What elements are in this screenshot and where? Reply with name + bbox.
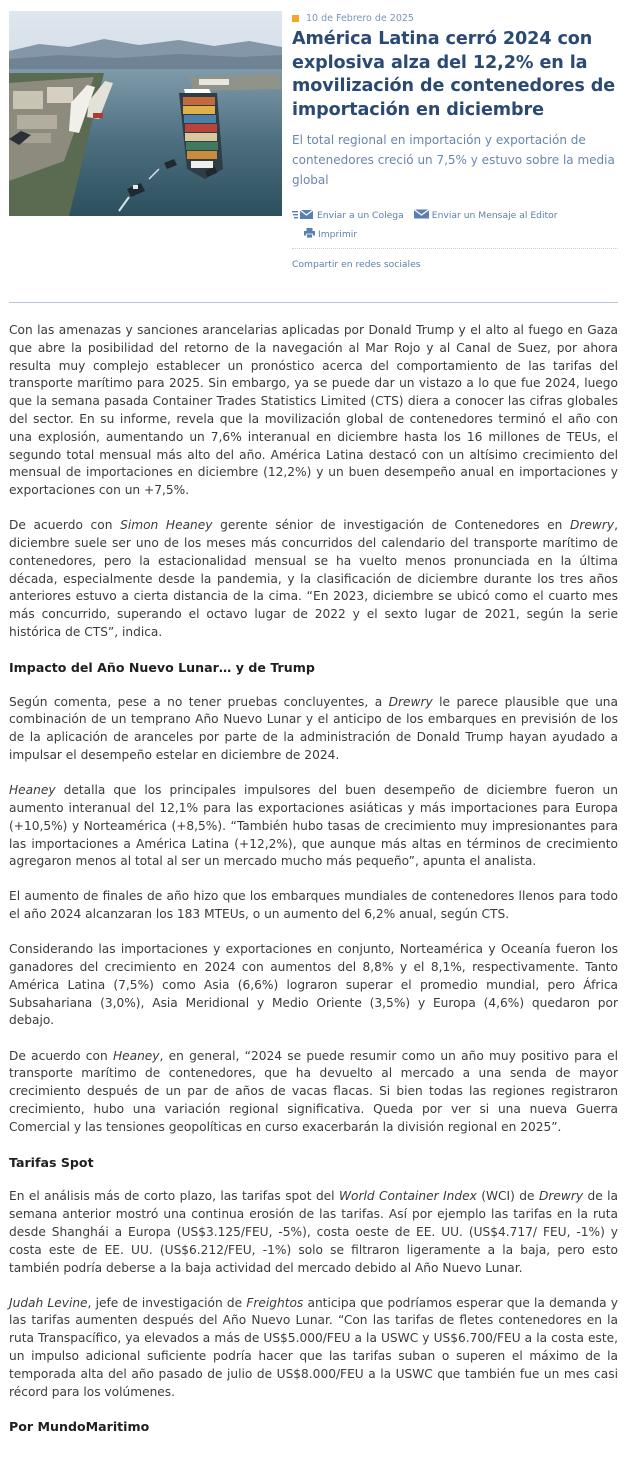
company-name: Drewry (538, 1189, 584, 1204)
person-name: Judah Levine (9, 1295, 88, 1310)
paragraph-8 (9, 1188, 618, 1277)
text-run: , en general, “2024 se puede resumir como un año muy positivo para el transporte marítimo de contenedores, que ha devuelto al mercado a una senda de mayor crecimiento después de un par de años de vacas flacas. Si bien todas las regiones registraron crecimiento, hubo una variación regional significativa. Queda por ver si una nueva Guerra Comercial y las tensiones geopolíticas en curso exacerbarán la división regional en 2025”. (9, 1048, 618, 1134)
article-actions (292, 208, 618, 270)
company-name: Drewry (388, 694, 433, 709)
printer-icon (304, 228, 315, 241)
company-name: Freightos (246, 1295, 304, 1310)
paragraph-4 (9, 782, 618, 871)
person-name: Heaney (9, 783, 56, 798)
text-run: anticipa que podríamos esperar que la demanda y las tarifas aumenten después del Año Nuevo Lunar. “Con las tarifas de fletes contenedores en la ruta Transpacífico, ya elevados a más de US$5.000/FEU a la USWC y US$6.700/FEU a la costa este, un impulso adicional suficiente podría hacer que las tarifas suban o superen el máximo de la temporada alta del año pasado de julio de US$8.000/FEU a la USWC que también fue un mes casi récord para los volúmenes. (9, 1295, 618, 1399)
port-photo-illustration (9, 11, 282, 216)
text-run: (WCI) de (476, 1189, 539, 1204)
text-run: Según comenta, pese a no tener pruebas concluyentes, a (9, 694, 389, 709)
header-divider (9, 302, 618, 303)
text-run: detalla que los principales impulsores del buen desempeño de diciembre fueron un aumento interanual del 12,1% para las exportaciones asiáticas y más importaciones para Europa (+10,5%) y Norteamérica (+8,5%). “También hubo tasas de crecimiento muy impresionantes para las importaciones a América Latina (+12,2%), que aunque más altas en términos de crecimiento agregaron menos al total al ser un mercado mucho más pequeño”, apunta el analista. (9, 783, 618, 869)
company-name: Drewry (570, 518, 615, 533)
send-to-colleague-link[interactable] (292, 209, 404, 222)
person-name: Simon Heaney (120, 518, 213, 533)
section-heading-spot-rates: Tarifas Spot (9, 1154, 94, 1170)
share-social-link[interactable]: Compartir en redes sociales (292, 259, 421, 270)
text-run: De acuerdo con (9, 1048, 113, 1063)
text-run: De acuerdo con (9, 518, 121, 533)
send-to-colleague-label: Enviar a un Colega (317, 209, 404, 221)
date-row (292, 11, 618, 25)
article-body (9, 322, 618, 1434)
text-run: En el análisis más de corto plazo, las tarifas spot del (9, 1189, 339, 1204)
text-run: gerente sénior de investigación de Contenedores en (212, 518, 571, 533)
send-to-editor-link[interactable] (414, 209, 558, 222)
send-to-editor-label: Enviar un Mensaje al Editor (431, 209, 558, 221)
paragraph-3 (9, 694, 618, 765)
envelope-arrows-icon (292, 209, 314, 222)
hero-image-port-aerial (9, 11, 282, 216)
article-meta (292, 11, 618, 191)
paragraph-2 (9, 517, 618, 642)
text-run: , jefe de investigación de (87, 1295, 247, 1310)
article-subtitle: El total regional en importación y exportación de contenedores creció un 7,5% y estuvo sobre la media global (292, 133, 615, 187)
index-name: World Container Index (338, 1189, 477, 1204)
paragraph-9 (9, 1295, 618, 1402)
person-name: Heaney (112, 1048, 160, 1063)
paragraph-7 (9, 1048, 618, 1137)
actions-row (292, 208, 618, 222)
article-date: 10 de Febrero de 2025 (306, 12, 414, 24)
text-run: le parece plausible que una combinación de un temprano Año Nuevo Lunar y el anticipo de los embarques en previsión de los de la aplicación de aranceles por parte de la administración de Donald Trump hayan ayudado a impulsar el desempeño estelar en diciembre de 2024. (9, 694, 618, 763)
paragraph-5: El aumento de finales de año hizo que los embarques mundiales de contenedores llenos para todo el año 2024 alcanzaran los 183 MTEUs, o un aumento del 6,2% anual, según CTS. (9, 889, 618, 922)
square-bullet-icon (292, 15, 299, 22)
article-header (0, 0, 627, 290)
paragraph-1: Con las amenazas y sanciones arancelarias aplicadas por Donald Trump y el alto al fuego en Gaza que abre la posibilidad del retorno de la navegación al Mar Rojo y al Canal de Suez, por ahora resulta muy complejo establecer un pronóstico acerca del comportamiento de las tarifas del transporte marítimo para 2025. Sin embargo, ya se puede dar un vistazo a lo que fue 2024, luego que la semana pasada Container Trades Statistics Limited (CTS) diera a conocer las cifras globales del sector. En su informe, revela que la movilización global de contenedores terminó el año con una explosión, aumentando un 7,6% interanual en diciembre hasta los 16 millones de TEUs, el segundo total mensual más alto del año. América Latina destacó con un altísimo crecimiento del mensual de importaciones en diciembre (12,2%) y un buen desempeño anual en importaciones y exportaciones con un +7,5%. (9, 323, 618, 498)
dotted-separator (292, 248, 618, 249)
paragraph-6: Considerando las importaciones y exportaciones en conjunto, Norteamérica y Oceanía fueron los ganadores del crecimiento en 2024 con aumentos del 8,8% y el 8,1%, respectivamente. Tanto América Latina (7,5%) como Asia (6,6%) lograron superar el promedio mundial, pero África Subsahariana (3,0%), Asia Meridional y Medio Oriente (3,5%) y Europa (4,6%) quedaron por debajo. (9, 942, 618, 1028)
section-heading-lunar: Impacto del Año Nuevo Lunar… y de Trump (9, 660, 315, 676)
text-run: de la semana anterior mostró una continua erosión de las tarifas. Así por ejemplo las tarifas en la ruta desde Shanghái a Europa (US$3.125/FEU, -5%), costa oeste de EE. UU. (US$4.717/ FEU, -1%) y costa este de EE. UU. (US$6.212/FEU, -1%) solo se filtraron ligeramente a la baja, pero esto también podría deberse a la baja actividad del mercado debido al Año Nuevo Lunar. (9, 1189, 618, 1275)
article-title: América Latina cerró 2024 con explosiva alza del 12,2% en la movilización de contenedores de importación en diciembre (292, 29, 616, 120)
print-link[interactable] (304, 228, 357, 241)
envelope-icon (414, 209, 429, 222)
text-run: , diciembre suele ser uno de los meses más concurridos del calendario del transporte marítimo de contenedores, pero la estacionalidad mensual se ha vuelto menos pronunciada en la última década, especialmente desde la pandemia, y la clasificación de diciembre durante los tres años anteriores estuvo a cierta distancia de la cima. “En 2023, diciembre se ubicó como el cuarto mes más concurrido, superando el octavo lugar de 2022 y el sexto lugar de 2021, según la serie histórica de CTS”, indica. (9, 518, 618, 640)
print-row (292, 227, 618, 241)
print-label: Imprimir (318, 228, 358, 240)
article-signature: Por MundoMaritimo (9, 1418, 150, 1434)
